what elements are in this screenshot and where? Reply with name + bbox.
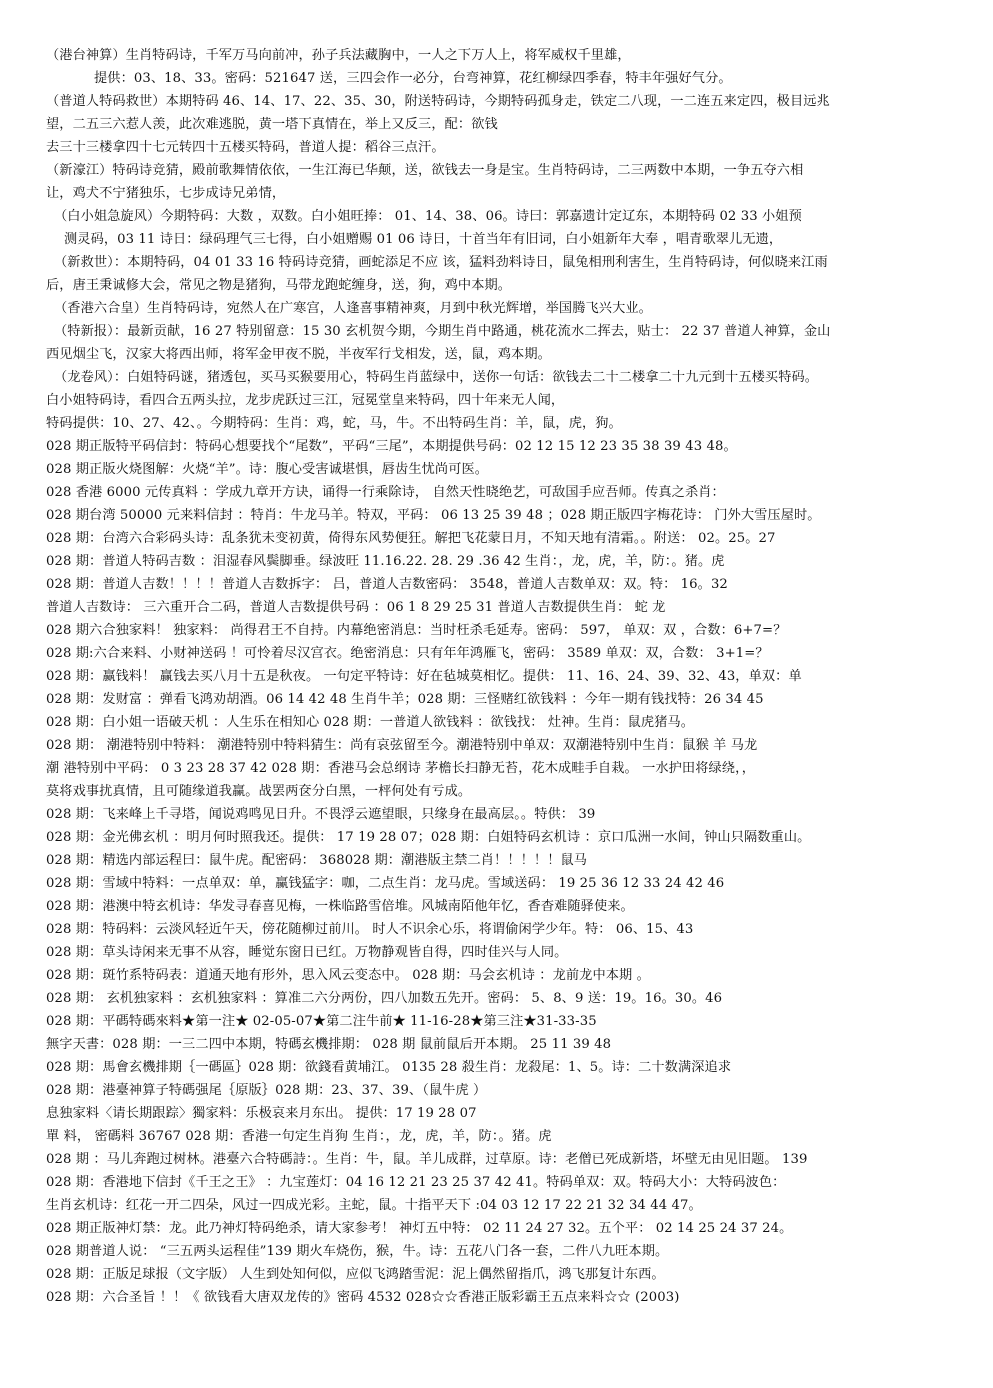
text-line: 028 期：草头诗闲来无事不从容，睡觉东窗日已红。万物静观皆自得，四时佳兴与人同。: [46, 945, 568, 960]
text-line: 西见烟尘飞，汉家大将西出师，将军金甲夜不脱，半夜军行戈相发，送，鼠，鸡本期。: [46, 347, 551, 362]
text-line: 028 期：特码料：云淡风轻近午天，傍花随柳过前川。 时人不识余心乐，将谓偷闲学少年。特： 06、15、43: [46, 922, 694, 937]
text-line: 028 期：普道人吉数！！！！普道人吉数拆字： 吕，普道人吉数密码： 3548，普道人吉数单双：双。特： 16。32: [46, 577, 728, 592]
text-line: 028 期：白小姐一语破天机 ：人生乐在相知心 028 期：一普道人欲钱料 ：欲钱找： 灶神。生肖：鼠虎猪马。: [46, 715, 695, 730]
text-line: 028 期：赢钱料！ 赢钱去买八月十五是秋夜。 一句定平特诗：好在毡城莫相忆。提供： 11、16、24、39、32、43，单双：单: [46, 669, 802, 684]
text-line: 028 期：普道人特码吉数 ：泪湿春风鬓脚垂。绿波旺 11.16.22. 28. 29 .36 42 生肖：，龙，虎，羊，防：。猪。虎: [46, 554, 725, 569]
text-line: 028 期正版火烧图解：火烧“羊”。诗：腹心受害诚堪惧，唇齿生忧尚可医。: [46, 462, 489, 477]
text-line: 028 期：发财富 ：弹看飞鸿劝胡酒。06 14 42 48 生肖牛羊；028 期：三怪赌红欲钱料 ：今年一期有钱找特：26 34 45: [46, 692, 764, 707]
text-line: （普道人特码救世）本期特码 46、14、17、22、35、30，附送特码诗，今期特码孤身走，铁定二八现，一二连五来定四，极目远兆: [46, 94, 830, 109]
text-line: （香港六合皇）生肖特码诗，宛然人在广寒宫，人逢喜事精神爽，月到中秋光辉增，举国腾飞兴大业。: [54, 301, 652, 316]
text-line: （新救世）：本期特码，04 01 33 16 特码诗竞猜，画蛇添足不应 该，猛料劲料诗日，鼠兔相刑利害生，生肖特码诗，何似晓来江雨: [54, 255, 828, 270]
text-line: （新濠江）特码诗竞猜，殿前歌舞情依依，一生江海已华颠，送，欲钱去一身是宝。生肖特码诗，二三两数中本期，一争五夺六相: [46, 163, 804, 178]
text-line: 潮 港特别中平码： 0 3 23 28 37 42 028 期：香港马会总纲诗 茅檐长扫静无苔，花木成畦手自栽。 一水护田将绿绕，，: [46, 761, 756, 776]
text-line: 028 期：港澳中特玄机诗：华发寻春喜见梅，一株临路雪倍堆。风城南陌他年忆，香杳难随驿使来。: [46, 899, 634, 914]
text-line: 028 期 ：马儿奔跑过树林。港臺六合特碼詩：。生肖：牛，鼠。羊儿成群，过草原。诗：老僧已死成新塔，坏壁无由见旧题。 139: [46, 1152, 808, 1167]
text-line: 028 期： 潮港特别中特料： 潮港特别中特料猜生：尚有哀弦留至今。潮港特别中单双：双潮港特别中生肖：鼠猴 羊 马龙: [46, 738, 758, 753]
text-line: 單 料， 密碼料 36767 028 期：香港一句定生肖狗 生肖：，龙，虎，羊，防：。猪。虎: [46, 1129, 552, 1144]
text-line: 028 期：平碼特碼來料★第一注★ 02-05-07★第二注牛前★ 11-16-28★第三注★31-33-35: [46, 1014, 597, 1029]
text-line: 028 期：六合圣旨 ！！《 欲钱看大唐双龙传的》密码 4532 028☆☆香港正版彩霸王五点来料☆☆ (2003): [46, 1290, 680, 1305]
text-line: 生肖玄机诗：红花一开二四朵，风过一四成光彩。主蛇，鼠。十指平天下 :04 03 12 17 22 21 32 34 44 47。: [46, 1198, 702, 1213]
text-line: 白小姐特码诗，看四合五两头拉，龙步虎跃过三江，冠冕堂皇来特码，四十年来无人闻，: [46, 393, 565, 408]
text-line: 028 期正版特平码信封：特码心想要找个“尾数”，平码“三尾”，本期提供号码：02 12 15 12 23 35 38 39 43 48。: [46, 439, 737, 454]
text-line: 028 期：馬會玄機排期｛一碼區｝028 期：欲錢看黄埔江。 0135 28 殺生肖：龙殺尾：1、5。诗：二十数满深追求: [46, 1060, 732, 1075]
text-line: 普道人吉数诗： 三六重开合二码，普道人吉数提供号码 ：06 1 8 29 25 31 普道人吉数提供生肖： 蛇 龙: [46, 600, 666, 615]
text-line: 息独家料〈请长期跟踪〉獨家料：乐极哀来月东出。 提供：17 19 28 07: [46, 1106, 477, 1121]
text-line: 028 期正版神灯禁：龙。此乃神灯特码绝杀，请大家参考！ 神灯五中特： 02 11 24 27 32。五个平： 02 14 25 24 37 24。: [46, 1221, 793, 1236]
text-line: 028 期： 玄机独家料 ：玄机独家料 ：算准二六分两份，四八加数五先开。密码： 5、8、9 送：19。16。30。46: [46, 991, 723, 1006]
text-line: 028 期：香港地下信封《千王之王》 ：九宝莲灯：04 16 12 21 23 25 37 42 41。特码单双：双。特码大小：大特码波色：: [46, 1175, 786, 1190]
text-line: 特码提供：10、27、42、。今期特码：生肖：鸡，蛇，马，牛。不出特码生肖：羊，鼠，虎，狗。: [46, 416, 622, 431]
text-line: 028 期:六合来料、小财神送码 ！可怜着尽汉宫衣。绝密消息：只有年年鸿雁飞，密码： 3589 单双：双，合数： 3+1=？: [46, 646, 769, 661]
text-line: 028 期：台湾六合彩码头诗：乱条犹未变初黄，倚得东风势便狂。解把飞花蒙日月，不知天地有清霜。。附送： 02。25。27: [46, 531, 776, 546]
text-line: （白小姐急旋风）今期特码：大数 ，双数。白小姐旺捧： 01、14、38、06。诗曰：郭嘉遗计定辽东，本期特码 02 33 小姐预: [54, 209, 802, 224]
text-line: （特新报）：最新贡献，16 27 特别留意：15 30 玄机贺今期，今期生肖中路通，桃花流水二挥去，贴士： 22 37 普道人神算，金山: [54, 324, 831, 339]
text-line: 028 期六合独家料！ 独家料： 尚得君王不自持。内幕绝密消息：当时枉杀毛延寿。密码： 597， 单双：双 ，合数：6+7=？: [46, 623, 787, 638]
text-line: 028 期：正版足球报（文字版） 人生到处知何似，应似飞鸿踏雪泥：泥上偶然留指爪，鸿飞那复计东西。: [46, 1267, 665, 1282]
text-line: 028 期：飞来峰上千寻塔，闻说鸡鸣见日升。不畏浮云遮望眼，只缘身在最高层。。特供： 39: [46, 807, 596, 822]
text-line: 028 期：雪域中特料：一点单双：单，赢钱猛字：咖，二点生肖：龙马虎。雪域送码： 19 25 36 12 33 24 42 46: [46, 876, 725, 891]
text-line: [46, 1332, 963, 1355]
text-line: 测灵码，03 11 诗日：绿码理气三七得，白小姐赠赐 01 06 诗日，十首当年有旧词，白小姐新年大奉 ，唱青歌翠儿无遗，: [64, 232, 783, 247]
text-line: （龙卷风）：白姐特码谜，猪透包，买马买猴要用心，特码生肖蓝绿中，送你一句话：欲钱去二十二楼拿二十九元到十五楼买特码。: [54, 370, 819, 385]
text-line: [46, 1309, 963, 1332]
text-line: 028 期台湾 50000 元来料信封 ：特肖：牛龙马羊。特双，平码： 06 13 25 39 48 ；028 期正版四字梅花诗： 门外大雪压屋时。: [46, 508, 821, 523]
text-line: 莫将戏事扰真情，且可随缘道我赢。战罢两奁分白黑，一枰何处有亏成。: [46, 784, 472, 799]
text-line: 去三十三楼拿四十七元转四十五楼买特码，普道人提：稻谷三点汗。: [46, 140, 445, 155]
text-line: 让，鸡犬不宁猪独乐，七步成诗兄弟情，: [46, 186, 286, 201]
text-line: 028 期普道人说： “三五两头运程佳”139 期火车烧伤，猴，牛。诗：五花八门各一套，二件八九旺本期。: [46, 1244, 669, 1259]
text-line: 提供：03、18、33。密码：521647 送，三四会作一必分，台弯神算，花红柳绿四季春，特丰年强好气分。: [94, 71, 732, 86]
text-line: （港台神算）生肖特码诗，千军万马向前冲，孙子兵法藏胸中，一人之下万人上，将军威权千里雄，: [46, 48, 631, 63]
text-line: 無字天書：028 期：一三二四中本期，特碼玄機排期： 028 期 鼠前鼠后开本期。 25 11 39 48: [46, 1037, 612, 1052]
text-line: 028 期：精选内部运程曰：鼠牛虎。配密码： 368028 期：潮港版主禁二肖！！！！！鼠马: [46, 853, 588, 868]
text-line: 028 期：斑竹系特码表：道通天地有形外，思入风云变态中。 028 期：马会玄机诗 ：龙前龙中本期 。: [46, 968, 650, 983]
text-line: 望，二五三六惹人羡，此次难逃脱，黄一塔下真情在，举上又反三，配：欲钱: [46, 117, 498, 132]
text-line: 后，唐王秉诚修大会，常见之物是猪狗，马带龙跑蛇缠身，送，狗，鸡中本期。: [46, 278, 512, 293]
text-line: 028 期：金光佛玄机 ：明月何时照我还。提供： 17 19 28 07；028 期：白姐特码玄机诗 ：京口瓜洲一水间，钟山只隔数重山。: [46, 830, 811, 845]
text-line: 028 期：港臺神算子特碼强尾｛原版｝028 期：23、37、39、（鼠牛虎 ）: [46, 1083, 487, 1098]
text-line: 028 香港 6000 元传真料 ：学成九章开方诀，诵得一行乘除诗， 自然天性晓绝艺，可敌国手应吾师。传真之杀肖：: [46, 485, 725, 500]
